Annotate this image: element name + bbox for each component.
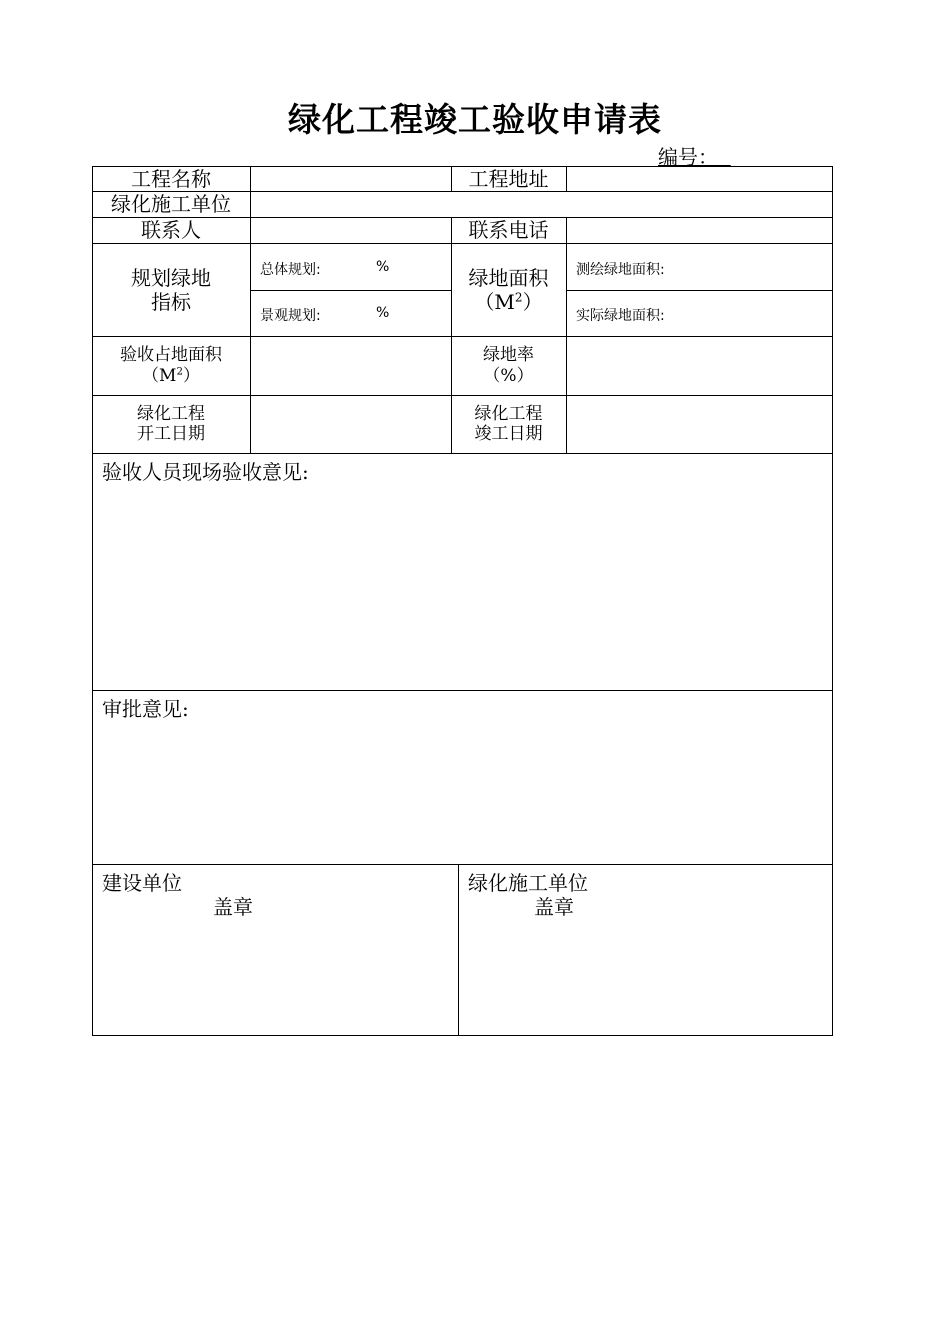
landscape-plan-unit: % <box>376 305 390 321</box>
end-date-label: 绿化工程 竣工日期 <box>474 403 543 444</box>
end-date-field[interactable] <box>567 395 833 453</box>
form-number-label: 编号： <box>658 145 718 169</box>
row-divider <box>92 453 833 454</box>
overall-plan-label: 总体规划: <box>260 262 321 278</box>
row-divider <box>92 690 833 691</box>
row-divider <box>92 864 833 865</box>
approval-opinion-label: 审批意见: <box>102 697 189 721</box>
contact-phone-label: 联系电话 <box>468 218 549 242</box>
column-divider <box>458 864 459 1036</box>
green-area-unit: $(M^2)$ <box>474 289 543 314</box>
inspection-opinion-label: 验收人员现场验收意见: <box>102 460 309 484</box>
overall-plan-unit: % <box>376 259 390 275</box>
start-date-label: 绿化工程 开工日期 <box>137 403 205 444</box>
accepted-land-area-label: 验收占地面积 $(M^2)$ <box>120 345 222 386</box>
contact-person-field[interactable] <box>251 217 451 243</box>
project-address-label: 工程地址 <box>468 166 549 191</box>
row-divider <box>250 290 451 291</box>
contact-person-label: 联系人 <box>141 218 201 242</box>
landscape-plan-label: 景观规划: <box>260 308 321 324</box>
project-name-field[interactable] <box>251 166 451 191</box>
form-title: 绿化工程竣工验收申请表 <box>288 100 662 139</box>
surveyed-green-area-label: 测绘绿地面积: <box>576 262 665 278</box>
green-rate-field[interactable] <box>567 336 833 395</box>
contact-phone-field[interactable] <box>567 217 833 243</box>
construction-unit-label: 建设单位 <box>102 871 182 895</box>
greening-unit-seal: 盖章 <box>534 895 574 919</box>
project-name-label: 工程名称 <box>131 166 211 191</box>
green-rate-label: 绿地率 （%） <box>483 345 534 386</box>
construction-unit-seal: 盖章 <box>213 895 253 919</box>
start-date-field[interactable] <box>251 395 451 453</box>
row-divider <box>566 290 833 291</box>
accepted-land-area-field[interactable] <box>251 336 451 395</box>
green-area-label: 绿地面积 $(M^2)$ <box>468 265 549 314</box>
greening-unit-field[interactable] <box>251 191 833 217</box>
accepted-land-area-unit: $(M^2)$ <box>142 365 200 386</box>
greening-unit-sign-label: 绿化施工单位 <box>468 871 588 895</box>
greening-unit-label: 绿化施工单位 <box>111 192 231 216</box>
actual-green-area-label: 实际绿地面积: <box>576 308 665 324</box>
planned-green-index-label: 规划绿地 指标 <box>131 265 211 314</box>
project-address-field[interactable] <box>567 166 833 191</box>
